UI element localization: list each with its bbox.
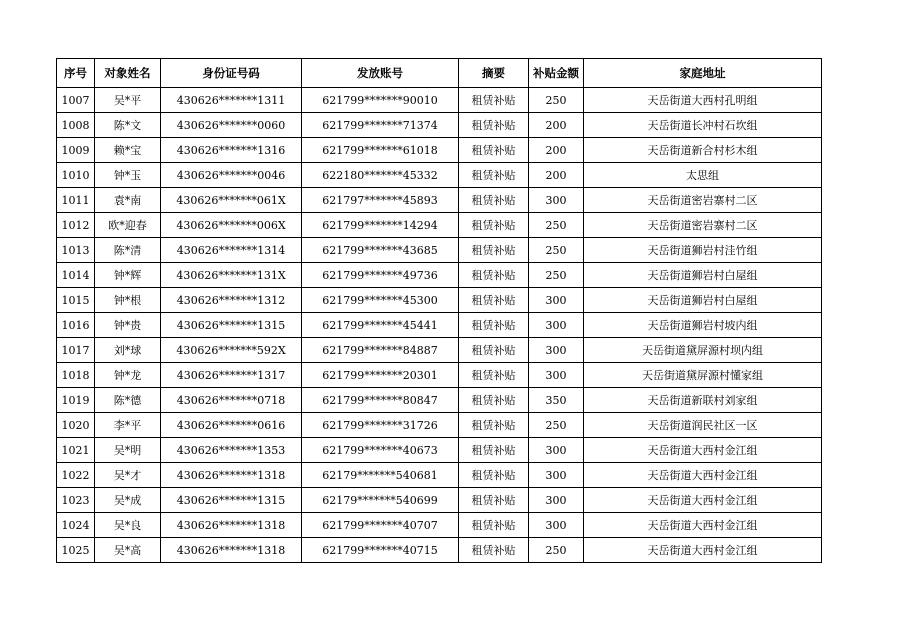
account-cell: 621799*******84887	[302, 338, 459, 363]
col-header-name: 对象姓名	[95, 59, 161, 88]
address-cell: 天岳街道大西村金江组	[584, 463, 822, 488]
name-cell: 钟*根	[95, 288, 161, 313]
address-cell: 天岳街道密岩寨村二区	[584, 188, 822, 213]
serial-cell: 1017	[57, 338, 95, 363]
address-cell: 天岳街道狮岩村白屋组	[584, 263, 822, 288]
amount-cell: 200	[529, 113, 584, 138]
summary-cell: 租赁补贴	[459, 288, 529, 313]
table-row	[57, 513, 822, 538]
summary-cell: 租赁补贴	[459, 138, 529, 163]
address-cell: 天岳街道黛屏源村坝内组	[584, 338, 822, 363]
account-cell: 621799*******71374	[302, 113, 459, 138]
subsidy-sheet	[56, 58, 821, 563]
name-cell: 钟*辉	[95, 263, 161, 288]
summary-cell: 租赁补贴	[459, 463, 529, 488]
table-row	[57, 188, 822, 213]
serial-cell: 1007	[57, 88, 95, 113]
amount-cell: 300	[529, 188, 584, 213]
amount-cell: 300	[529, 438, 584, 463]
amount-cell: 250	[529, 413, 584, 438]
account-cell: 621799*******45300	[302, 288, 459, 313]
serial-cell: 1012	[57, 213, 95, 238]
table-body	[57, 88, 822, 563]
summary-cell: 租赁补贴	[459, 438, 529, 463]
amount-cell: 300	[529, 463, 584, 488]
address-cell: 天岳街道狮岩村白屋组	[584, 288, 822, 313]
col-header-summary: 摘要	[459, 59, 529, 88]
amount-cell: 200	[529, 163, 584, 188]
summary-cell: 租赁补贴	[459, 413, 529, 438]
table-row	[57, 263, 822, 288]
account-cell: 621799*******49736	[302, 263, 459, 288]
account-cell: 621799*******14294	[302, 213, 459, 238]
name-cell: 钟*龙	[95, 363, 161, 388]
amount-cell: 250	[529, 238, 584, 263]
amount-cell: 200	[529, 138, 584, 163]
serial-cell: 1018	[57, 363, 95, 388]
summary-cell: 租赁补贴	[459, 338, 529, 363]
account-cell: 621799*******80847	[302, 388, 459, 413]
table-row	[57, 463, 822, 488]
account-cell: 621799*******31726	[302, 413, 459, 438]
id-number-cell: 430626*******0060	[161, 113, 302, 138]
name-cell: 赖*宝	[95, 138, 161, 163]
address-cell: 天岳街道狮岩村洼竹组	[584, 238, 822, 263]
account-cell: 622180*******45332	[302, 163, 459, 188]
id-number-cell: 430626*******1317	[161, 363, 302, 388]
summary-cell: 租赁补贴	[459, 263, 529, 288]
id-number-cell: 430626*******1318	[161, 463, 302, 488]
serial-cell: 1023	[57, 488, 95, 513]
serial-cell: 1014	[57, 263, 95, 288]
name-cell: 陈*德	[95, 388, 161, 413]
col-header-amount: 补贴金额	[529, 59, 584, 88]
table-row	[57, 363, 822, 388]
amount-cell: 300	[529, 313, 584, 338]
id-number-cell: 430626*******131X	[161, 263, 302, 288]
serial-cell: 1016	[57, 313, 95, 338]
table-row	[57, 488, 822, 513]
name-cell: 吴*成	[95, 488, 161, 513]
summary-cell: 租赁补贴	[459, 488, 529, 513]
amount-cell: 250	[529, 213, 584, 238]
address-cell: 天岳街道大西村金江组	[584, 438, 822, 463]
address-cell: 天岳街道新联村刘家组	[584, 388, 822, 413]
col-header-serial: 序号	[57, 59, 95, 88]
amount-cell: 250	[529, 88, 584, 113]
name-cell: 吴*平	[95, 88, 161, 113]
header-row	[57, 59, 822, 88]
account-cell: 621799*******90010	[302, 88, 459, 113]
id-number-cell: 430626*******592X	[161, 338, 302, 363]
id-number-cell: 430626*******0718	[161, 388, 302, 413]
id-number-cell: 430626*******1312	[161, 288, 302, 313]
address-cell: 天岳街道狮岩村坡内组	[584, 313, 822, 338]
table-row	[57, 88, 822, 113]
account-cell: 621799*******43685	[302, 238, 459, 263]
account-cell: 621799*******40673	[302, 438, 459, 463]
serial-cell: 1019	[57, 388, 95, 413]
table-row	[57, 213, 822, 238]
address-cell: 天岳街道新合村杉木组	[584, 138, 822, 163]
amount-cell: 300	[529, 363, 584, 388]
col-header-id-number: 身份证号码	[161, 59, 302, 88]
name-cell: 刘*球	[95, 338, 161, 363]
serial-cell: 1025	[57, 538, 95, 563]
name-cell: 袁*南	[95, 188, 161, 213]
table-row	[57, 338, 822, 363]
name-cell: 钟*贵	[95, 313, 161, 338]
table-row	[57, 163, 822, 188]
amount-cell: 300	[529, 513, 584, 538]
serial-cell: 1021	[57, 438, 95, 463]
table-row	[57, 238, 822, 263]
amount-cell: 300	[529, 288, 584, 313]
summary-cell: 租赁补贴	[459, 113, 529, 138]
serial-cell: 1013	[57, 238, 95, 263]
address-cell: 天岳街道大西村金江组	[584, 488, 822, 513]
serial-cell: 1011	[57, 188, 95, 213]
id-number-cell: 430626*******1316	[161, 138, 302, 163]
address-cell: 太思组	[584, 163, 822, 188]
amount-cell: 250	[529, 538, 584, 563]
id-number-cell: 430626*******1314	[161, 238, 302, 263]
id-number-cell: 430626*******1318	[161, 538, 302, 563]
name-cell: 陈*清	[95, 238, 161, 263]
address-cell: 天岳街道黛屏源村懂家组	[584, 363, 822, 388]
id-number-cell: 430626*******1315	[161, 313, 302, 338]
summary-cell: 租赁补贴	[459, 238, 529, 263]
account-cell: 621799*******61018	[302, 138, 459, 163]
summary-cell: 租赁补贴	[459, 363, 529, 388]
subsidy-table	[56, 58, 822, 563]
name-cell: 陈*文	[95, 113, 161, 138]
serial-cell: 1024	[57, 513, 95, 538]
account-cell: 621799*******45441	[302, 313, 459, 338]
table-row	[57, 413, 822, 438]
amount-cell: 300	[529, 488, 584, 513]
summary-cell: 租赁补贴	[459, 163, 529, 188]
id-number-cell: 430626*******1315	[161, 488, 302, 513]
account-cell: 621797*******45893	[302, 188, 459, 213]
amount-cell: 250	[529, 263, 584, 288]
serial-cell: 1022	[57, 463, 95, 488]
address-cell: 天岳街道大西村金江组	[584, 538, 822, 563]
summary-cell: 租赁补贴	[459, 513, 529, 538]
id-number-cell: 430626*******1353	[161, 438, 302, 463]
account-cell: 621799*******20301	[302, 363, 459, 388]
name-cell: 李*平	[95, 413, 161, 438]
table-row	[57, 288, 822, 313]
id-number-cell: 430626*******1318	[161, 513, 302, 538]
name-cell: 吴*才	[95, 463, 161, 488]
serial-cell: 1020	[57, 413, 95, 438]
summary-cell: 租赁补贴	[459, 188, 529, 213]
address-cell: 天岳街道大西村孔明组	[584, 88, 822, 113]
address-cell: 天岳街道大西村金江组	[584, 513, 822, 538]
id-number-cell: 430626*******0616	[161, 413, 302, 438]
amount-cell: 300	[529, 338, 584, 363]
account-cell: 62179*******540681	[302, 463, 459, 488]
serial-cell: 1010	[57, 163, 95, 188]
summary-cell: 租赁补贴	[459, 313, 529, 338]
address-cell: 天岳街道密岩寨村二区	[584, 213, 822, 238]
table-row	[57, 388, 822, 413]
name-cell: 钟*玉	[95, 163, 161, 188]
id-number-cell: 430626*******061X	[161, 188, 302, 213]
summary-cell: 租赁补贴	[459, 388, 529, 413]
account-cell: 621799*******40715	[302, 538, 459, 563]
table-row	[57, 138, 822, 163]
serial-cell: 1009	[57, 138, 95, 163]
table-row	[57, 113, 822, 138]
name-cell: 吴*良	[95, 513, 161, 538]
amount-cell: 350	[529, 388, 584, 413]
summary-cell: 租赁补贴	[459, 213, 529, 238]
serial-cell: 1015	[57, 288, 95, 313]
summary-cell: 租赁补贴	[459, 538, 529, 563]
account-cell: 62179*******540699	[302, 488, 459, 513]
id-number-cell: 430626*******0046	[161, 163, 302, 188]
table-row	[57, 313, 822, 338]
id-number-cell: 430626*******006X	[161, 213, 302, 238]
address-cell: 天岳街道润民社区一区	[584, 413, 822, 438]
address-cell: 天岳街道长冲村石坎组	[584, 113, 822, 138]
serial-cell: 1008	[57, 113, 95, 138]
name-cell: 欧*迎春	[95, 213, 161, 238]
name-cell: 吴*高	[95, 538, 161, 563]
id-number-cell: 430626*******1311	[161, 88, 302, 113]
name-cell: 吴*明	[95, 438, 161, 463]
table-row	[57, 438, 822, 463]
account-cell: 621799*******40707	[302, 513, 459, 538]
table-row	[57, 538, 822, 563]
col-header-account: 发放账号	[302, 59, 459, 88]
col-header-address: 家庭地址	[584, 59, 822, 88]
summary-cell: 租赁补贴	[459, 88, 529, 113]
